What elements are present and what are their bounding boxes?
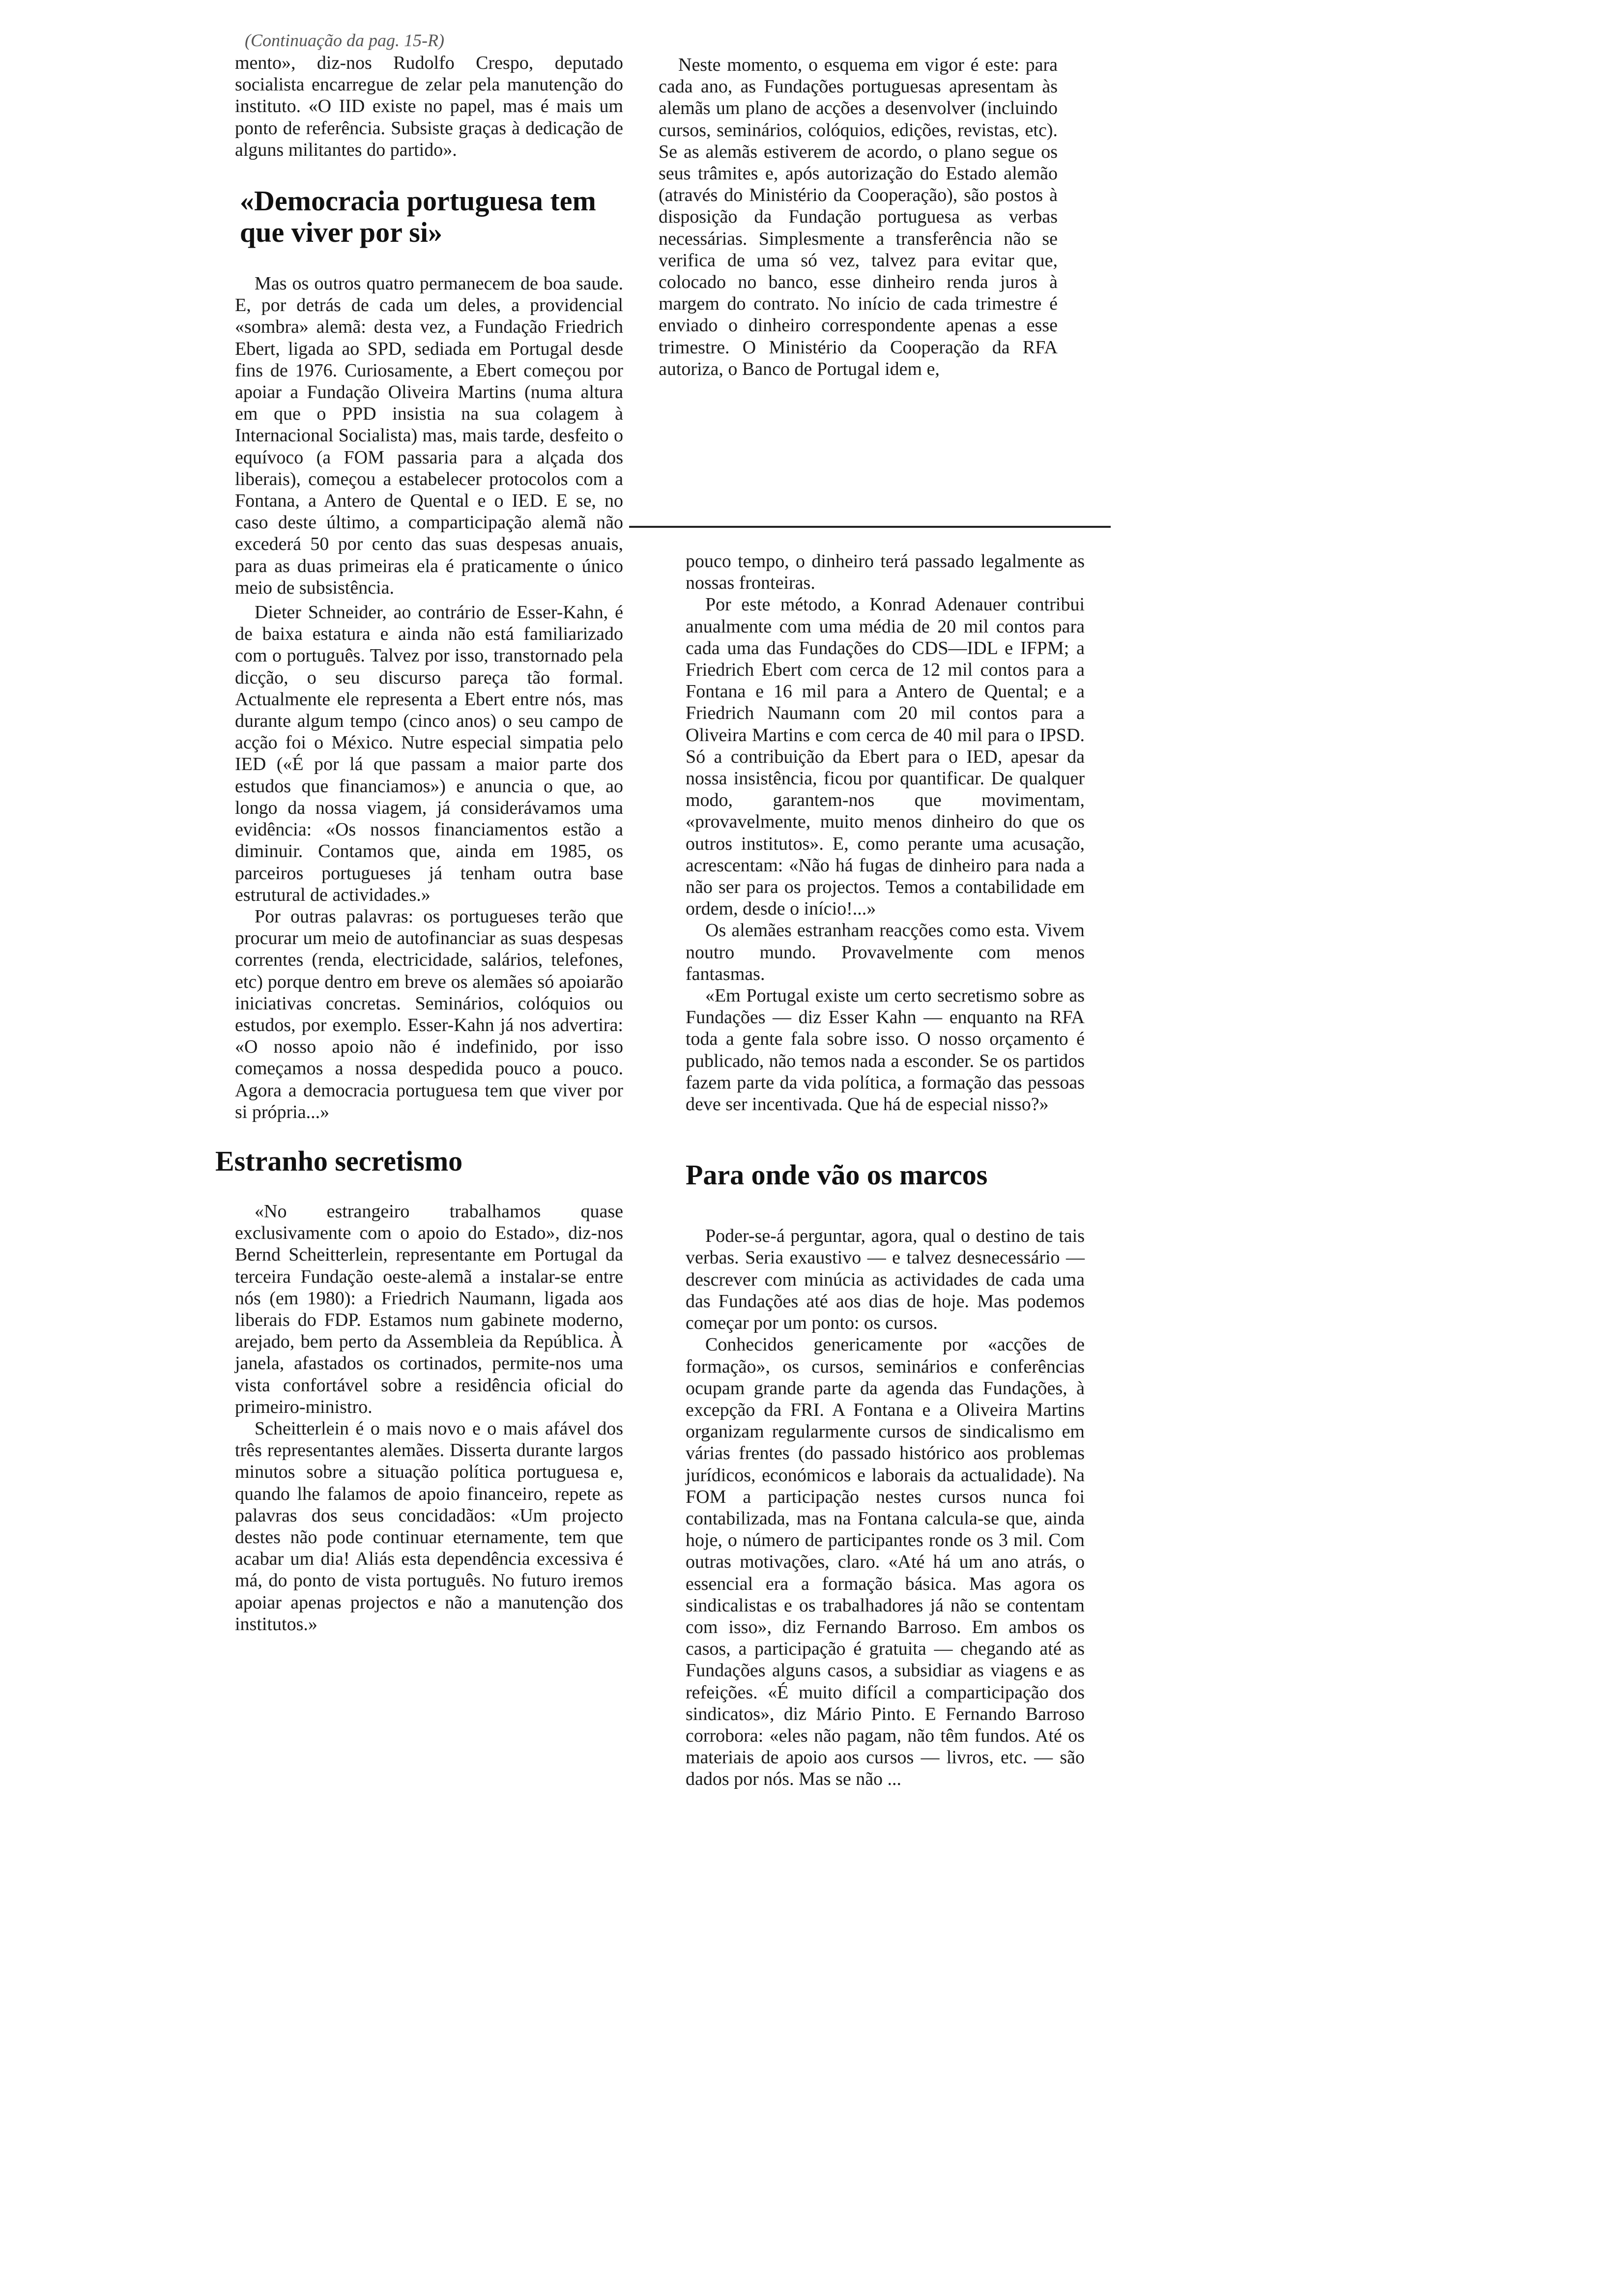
paragraph-secretismo-quote: «Em Portugal existe um certo secretismo sobre as Fundações — diz Esser Kahn — enquanto na RFA toda a gente fala sobre isso. O nosso orçamento é publicado, não temos nada a esconder. Se os partidos fazem parte da vida política, a formação das pessoas deve ser incentivada. Que há de especial nisso?» [686, 985, 1085, 1115]
column-divider-rule [629, 526, 1111, 528]
paragraph-metodo: Por este método, a Konrad Adenauer contribui anualmente com uma média de 20 mil contos para cada uma das Fundações do CDS—IDL e IFPM; a Friedrich Ebert com cerca de 12 mil contos para a Fontana e 16 mil para a Antero de Quental; e a Friedrich Naumann com 20 mil contos para a Oliveira Martins e com cerca de 40 mil para o IPSD. Só a contribuição da Ebert para o IED, apesar da nossa insistência, ficou por quantificar. De qualquer modo, garantem-nos que movimentam, «provavelmente, muito menos dinheiro do que os outros institutos». E, como perante uma acusação, acrescentam: «Não há fugas de dinheiro para nada a não ser para os projectos. Temos a contabilidade em ordem, desde o início!...» [686, 594, 1085, 919]
paragraph-scheitterlein: Scheitterlein é o mais novo e o mais afável dos três representantes alemães. Disserta durante largos minutos sobre a situação política portuguesa e, quando lhe falamos de apoio financeiro, repete as palavras dos seus concidadãos: «Um projecto destes não pode continuar eternamente, tem que acabar um dia! Aliás esta dependência excessiva é má, do ponto de vista português. No futuro iremos apoiar apenas projectos e não a manutenção dos institutos.» [235, 1418, 623, 1635]
right-column-bottom [686, 550, 1085, 1790]
paragraph-esquema: Neste momento, o esquema em vigor é este: para cada ano, as Fundações portuguesas apresentam às alemãs um plano de acções a desenvolver (incluindo cursos, seminários, colóquios, edições, revistas, etc). Se as alemãs estiverem de acordo, o plano segue os seus trâmites e, após autorização do Estado alemão (através do Ministério da Cooperação), são postos à disposição da Fundação portuguesa as verbas necessárias. Simplesmente a transferência não se verifica de uma só vez, talvez para evitar que, colocado no banco, esse dinheiro renda juros à margem do contrato. No início de cada trimestre é enviado o dinheiro correspondente apenas a esse trimestre. O Ministério da Cooperação da RFA autoriza, o Banco de Portugal idem e, [659, 55, 1058, 379]
paragraph-naumann: «No estrangeiro trabalhamos quase exclusivamente com o apoio do Estado», diz-nos Bernd Scheitterlein, representante em Portugal da terceira Fundação oeste-alemã a instalar-se entre nós (em 1980): a Friedrich Naumann, ligada aos liberais do FDP. Estamos num gabinete moderno, arejado, bem perto da Assembleia da República. À janela, afastados os cortinados, permite-nos uma vista confortável sobre a residência oficial do primeiro-ministro. [235, 1201, 623, 1417]
heading-estranho-secretismo: Estranho secretismo [215, 1145, 463, 1177]
paragraph-reaccoes: Os alemães estranham reacções como esta. Vivem noutro mundo. Provavelmente com menos fantasmas. [686, 920, 1085, 984]
paragraph-verbas: Poder-se-á perguntar, agora, qual o destino de tais verbas. Seria exaustivo — e talvez desnecessário — descrever com minúcia as actividades de cada uma das Fundações até aos dias de hoje. Mas podemos começar por um ponto: os cursos. [686, 1226, 1085, 1334]
left-column [215, 30, 623, 1635]
paragraph-fronteiras: pouco tempo, o dinheiro terá passado legalmente as nossas fronteiras. [686, 551, 1085, 594]
paragraph-schneider: Dieter Schneider, ao contrário de Esser-Kahn, é de baixa estatura e ainda não está familiarizado com o português. Talvez por isso, transtornado pela dicção, o seu discurso pareça tão formal. Actualmente ele representa a Ebert entre nós, mas durante algum tempo (cinco anos) o seu campo de acção foi o México. Nutre especial simpatia pelo IED («É por lá que passam a maior parte dos estudos que financiamos») e anuncia o que, ao longo da nossa viagem, já considerávamos uma evidência: «Os nossos financiamentos estão a diminuir. Contamos que, ainda em 1985, os parceiros portugueses já tenham outra base estrutural de actividades.» [235, 602, 623, 905]
paragraph-cursos: Conhecidos genericamente por «acções de formação», os cursos, seminários e conferências ocupam grande parte da agenda das Fundações, à excepção da FRI. A Fontana e a Oliveira Martins organizam regularmente cursos de sindicalismo em várias frentes (do passado histórico aos problemas jurídicos, económicos e laborais da actualidade). Na FOM a participação nestes cursos nunca foi contabilizada, mas na Fontana calcula-se que, ainda hoje, o número de participantes ronde os 3 mil. Com outras motivações, claro. «Até há um ano atrás, o essencial era a formação básica. Mas agora os sindicalistas e os trabalhadores já não se contentam com isso», diz Fernando Barroso. Em ambos os casos, a participação é gratuita — chegando até as Fundações alguns casos, a subsidiar as viagens e as refeições. «É muito difícil a comparticipação dos sindicatos», diz Mário Pinto. E Fernando Barroso corrobora: «eles não pagam, não têm fundos. Até os materiais de apoio aos cursos — livros, etc. — são dados por nós. Mas se não ... [686, 1334, 1085, 1790]
intro-paragraph: mento», diz-nos Rudolfo Crespo, deputado socialista encarregue de zelar pela manutenção do instituto. «O IID existe no papel, mas é mais um ponto de referência. Subsiste graças à dedicação de alguns militantes do partido». [235, 53, 623, 160]
paragraph-ebert: Mas os outros quatro permanecem de boa saude. E, por detrás de cada um deles, a providencial «sombra» alemã: desta vez, a Fundação Friedrich Ebert, ligada ao SPD, sediada em Portugal desde fins de 1976. Curiosamente, a Ebert começou por apoiar a Fundação Oliveira Martins (numa altura em que o PPD insistia na sua colagem à Internacional Socialista) mas, mais tarde, desfeito o equívoco (a FOM passaria para a alçada dos liberais), começou a estabelecer protocolos com a Fontana, a Antero de Quental e o IED. E se, no caso deste último, a comparticipação alemã não excederá 50 por cento das suas despesas anuais, para as duas primeiras ela é praticamente o único meio de subsistência. [235, 273, 623, 598]
heading-democracia: «Democracia portuguesa tem que viver por si» [240, 185, 596, 249]
continuation-caption: (Continuação da pag. 15-R) [245, 30, 444, 50]
paragraph-autofinanciar: Por outras palavras: os portugueses terão que procurar um meio de autofinanciar as suas despesas correntes (renda, electricidade, salários, telefones, etc) porque dentro em breve os alemães só apoiarão iniciativas concretas. Seminários, colóquios ou estudos, por exemplo. Esser-Kahn já nos advertira: «O nosso apoio não é indefinido, por isso começamos a nossa despedida pouco a pouco. Agora a democracia portuguesa tem que viver por si própria...» [235, 906, 623, 1122]
heading-para-onde-vao-os-marcos: Para onde vão os marcos [686, 1159, 988, 1191]
right-column-top [659, 54, 1058, 380]
